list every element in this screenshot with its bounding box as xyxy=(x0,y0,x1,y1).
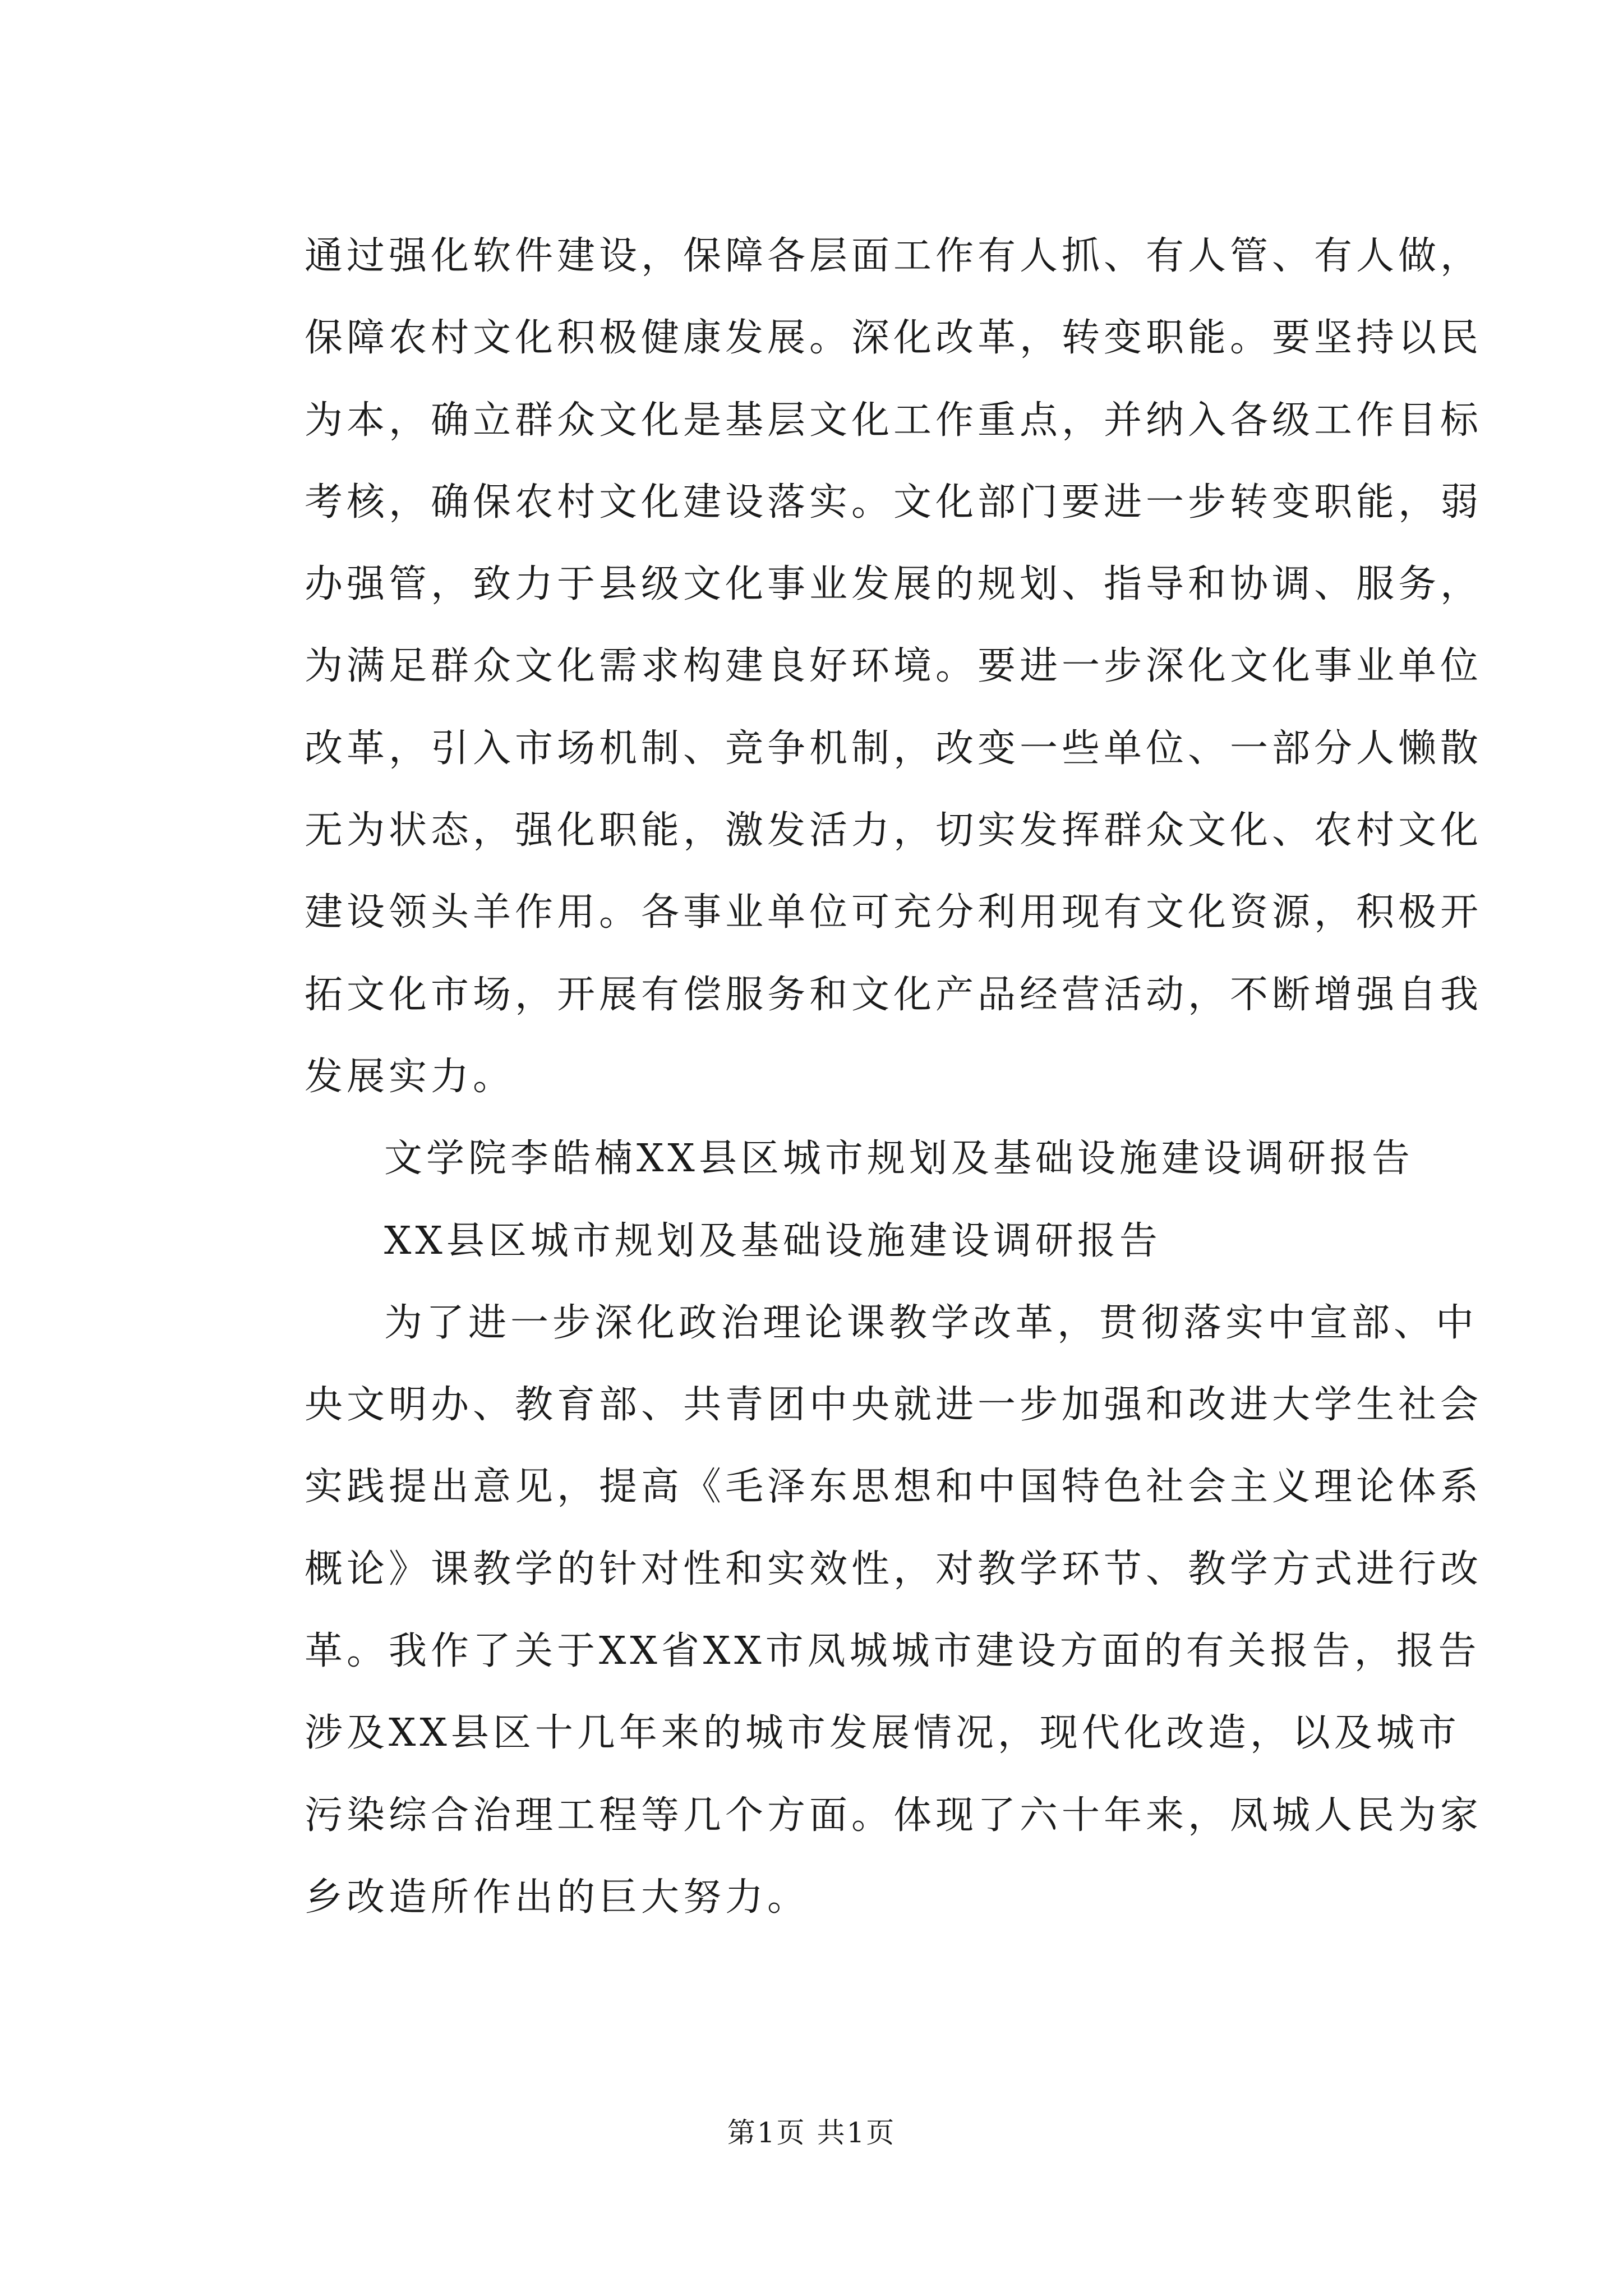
text-line: 乡改造所作出的巨大努力。 xyxy=(305,1875,810,1920)
text-line: 办强管，致力于县级文化事业发展的规划、指导和协调、服务， xyxy=(305,562,1483,607)
text-line: 考核，确保农村文化建设落实。文化部门要进一步转变职能，弱 xyxy=(305,480,1483,524)
text-line: 发展实力。 xyxy=(305,1054,515,1099)
text-line: 污染综合治理工程等几个方面。体现了六十年来，凤城人民为家 xyxy=(305,1793,1483,1838)
text-line: 拓文化市场，开展有偿服务和文化产品经营活动，不断增强自我 xyxy=(305,972,1483,1017)
text-line: 为满足群众文化需求构建良好环境。要进一步深化文化事业单位 xyxy=(305,644,1483,689)
text-line: 革。我作了关于XX省XX市凤城城市建设方面的有关报告，报告 xyxy=(305,1629,1481,1674)
text-line: 建设领头羊作用。各事业单位可充分利用现有文化资源，积极开 xyxy=(305,890,1483,935)
page-footer: 第1页 共1页 xyxy=(727,2116,896,2149)
text-line: 概论》课教学的针对性和实效性，对教学环节、教学方式进行改 xyxy=(305,1547,1483,1591)
text-line: 为了进一步深化政治理论课教学改革，贯彻落实中宣部、中 xyxy=(384,1300,1478,1345)
text-line: 为本，确立群众文化是基层文化工作重点，并纳入各级工作目标 xyxy=(305,398,1483,443)
text-line: 改革，引入市场机制、竞争机制，改变一些单位、一部分人懒散 xyxy=(305,726,1483,771)
document-body xyxy=(305,215,1483,1939)
text-line: 涉及XX县区十几年来的城市发展情况，现代化改造，以及城市 xyxy=(305,1711,1460,1756)
text-line: 实践提出意见，提高《毛泽东思想和中国特色社会主义理论体系 xyxy=(305,1465,1483,1510)
text-line: 保障农村文化积极健康发展。深化改革，转变职能。要坚持以民 xyxy=(305,316,1483,361)
text-line: 文学院李皓楠XX县区城市规划及基础设施建设调研报告 xyxy=(384,1137,1414,1181)
text-line: 央文明办、教育部、共青团中央就进一步加强和改进大学生社会 xyxy=(305,1383,1483,1428)
text-line: 通过强化软件建设，保障各层面工作有人抓、有人管、有人做， xyxy=(305,234,1483,278)
text-line: XX县区城市规划及基础设施建设调研报告 xyxy=(384,1218,1161,1263)
text-line: 无为状态，强化职能，激发活力，切实发挥群众文化、农村文化 xyxy=(305,808,1483,853)
